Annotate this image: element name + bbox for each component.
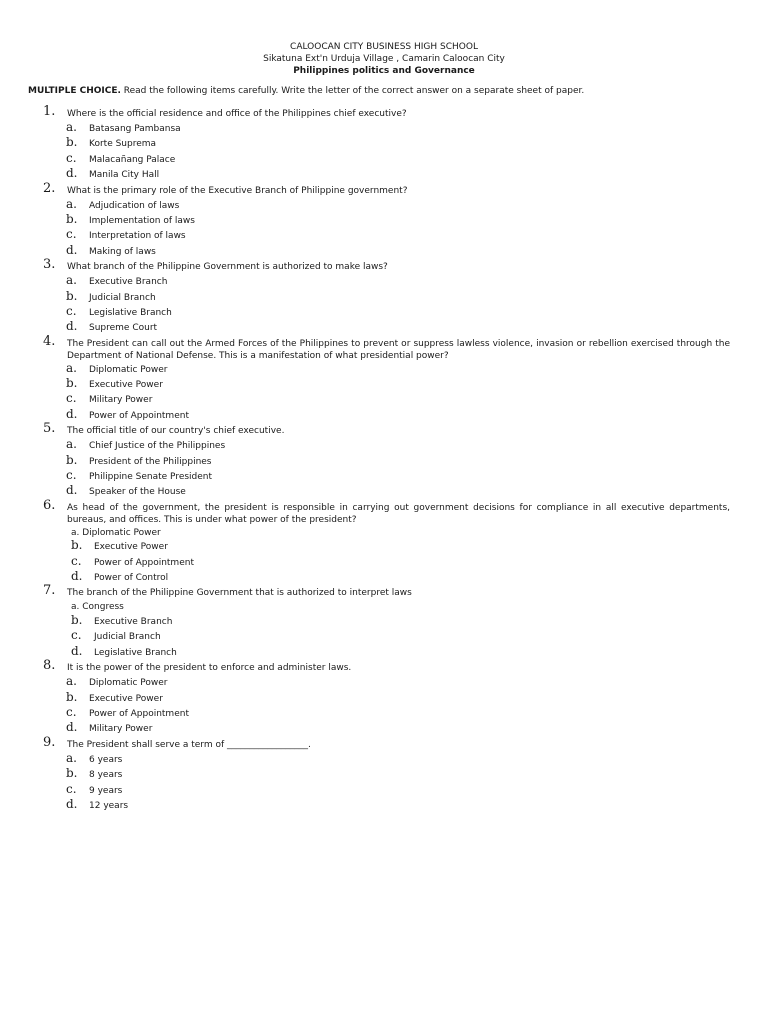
option-text: a. Diplomatic Power (71, 527, 161, 538)
option-text: Diplomatic Power (89, 678, 168, 689)
question-item (0, 333, 768, 424)
instructions-label: MULTIPLE CHOICE. (28, 86, 121, 96)
option-text: Executive Branch (94, 616, 173, 627)
option-text: Chief Justice of the Philippines (89, 441, 226, 452)
option-text: Power of Appointment (94, 557, 194, 568)
question-number: 1. (43, 104, 56, 119)
answer-option (0, 539, 768, 554)
answer-option (0, 645, 768, 660)
option-text: Executive Power (94, 542, 168, 553)
question-row (0, 333, 768, 362)
answer-option (0, 408, 768, 423)
answer-option (0, 438, 768, 453)
question-number: 6. (43, 497, 56, 513)
option-text: Supreme Court (89, 323, 158, 334)
option-letter: c. (66, 391, 77, 406)
option-letter: b. (66, 288, 78, 303)
option-text: 9 years (89, 785, 123, 796)
option-text: Adjudication of laws (89, 200, 180, 211)
question-item (0, 180, 768, 260)
answer-option (0, 555, 768, 570)
option-letter: a. (66, 360, 77, 375)
question-text: The branch of the Philippine Government that is authorized to interpret laws (67, 588, 412, 599)
answer-option (0, 320, 768, 335)
question-text: As head of the government, the president is responsible in carrying out government decisions for compliance in all executive departments, bureaus, and offices. This is under what power of the president? (67, 502, 730, 525)
option-text: Manila City Hall (89, 170, 160, 181)
option-text: Implementation of laws (89, 215, 195, 226)
option-text: 12 years (89, 800, 129, 811)
option-text: 6 years (89, 754, 123, 765)
option-letter: d. (66, 166, 78, 181)
option-text: Legislative Branch (89, 307, 172, 318)
option-letter: d. (71, 569, 83, 584)
document-header (0, 41, 768, 77)
answer-option (0, 629, 768, 644)
answer-option (0, 167, 768, 182)
question-row (0, 585, 768, 600)
option-letter: a. (66, 120, 77, 134)
option-text: Executive Branch (89, 277, 168, 288)
answer-option (0, 274, 768, 289)
option-letter: c. (71, 628, 82, 643)
option-letter: c. (66, 227, 77, 242)
option-text: 8 years (89, 770, 123, 781)
question-number: 9. (43, 734, 56, 750)
answer-option (0, 213, 768, 228)
option-text: Power of Appointment (89, 708, 189, 719)
option-text: Power of Appointment (89, 410, 189, 421)
option-text: Legislative Branch (94, 647, 177, 658)
answer-option (0, 228, 768, 243)
answer-option (0, 614, 768, 629)
option-text: Judicial Branch (89, 292, 156, 303)
question-row (0, 423, 768, 438)
option-letter: a. (66, 750, 77, 765)
question-text: Where is the official residence and office of the Philippines chief executive? (67, 109, 407, 119)
option-text: a. Congress (71, 602, 124, 613)
option-letter: c. (66, 704, 77, 719)
option-letter: d. (66, 483, 78, 498)
option-letter: d. (71, 643, 83, 658)
option-letter: c. (71, 553, 82, 568)
option-text: Power of Control (94, 573, 169, 584)
option-text: Military Power (89, 724, 153, 735)
question-number: 7. (43, 583, 56, 599)
answer-option (0, 526, 768, 540)
option-letter: d. (66, 796, 78, 811)
answer-option (0, 136, 768, 151)
option-letter: a. (66, 196, 77, 211)
option-text: Batasang Pambansa (89, 124, 181, 134)
option-letter: b. (71, 538, 83, 553)
question-text: What branch of the Philippine Government is authorized to make laws? (67, 262, 388, 273)
option-letter: d. (66, 242, 78, 257)
option-text: Interpretation of laws (89, 231, 186, 242)
option-letter: c. (66, 150, 77, 165)
answer-option (0, 469, 768, 484)
question-number: 5. (43, 421, 56, 437)
instructions (28, 85, 748, 97)
answer-option (0, 290, 768, 305)
instructions-text: Read the following items carefully. Write the letter of the correct answer on a separate sheet of paper. (120, 86, 585, 96)
question-list (0, 106, 768, 813)
question-number: 8. (43, 658, 56, 674)
answer-option (0, 783, 768, 798)
answer-option (0, 675, 768, 690)
question-row (0, 180, 768, 198)
answer-option (0, 706, 768, 721)
option-letter: b. (66, 766, 78, 781)
answer-option (0, 152, 768, 167)
option-text: Philippine Senate President (89, 472, 213, 483)
option-letter: b. (66, 689, 78, 704)
question-number: 4. (43, 333, 56, 349)
question-item (0, 585, 768, 660)
question-text: The President can call out the Armed Forces of the Philippines to prevent or suppress lawless violence, invasion or rebellion exercised through the Department of National Defense. This is a manifestation of what presidential power? (67, 338, 730, 361)
option-letter: d. (66, 720, 78, 735)
question-item (0, 106, 768, 183)
answer-option (0, 454, 768, 469)
question-row (0, 106, 768, 121)
answer-option (0, 121, 768, 136)
question-text: It is the power of the president to enforce and administer laws. (67, 663, 352, 674)
option-letter: a. (66, 674, 77, 689)
option-letter: b. (66, 452, 78, 467)
option-letter: c. (66, 781, 77, 796)
option-letter: b. (66, 135, 78, 150)
answer-option (0, 721, 768, 736)
answer-option (0, 767, 768, 782)
answer-option (0, 305, 768, 320)
option-letter: a. (66, 273, 77, 288)
option-letter: b. (66, 376, 78, 391)
question-text: What is the primary role of the Executive Branch of Philippine government? (67, 185, 408, 196)
option-text: Korte Suprema (89, 139, 157, 150)
question-text: The President shall serve a term of __________________. (67, 739, 311, 750)
answer-option (0, 362, 768, 377)
option-text: Judicial Branch (94, 632, 161, 643)
question-row (0, 497, 768, 526)
answer-option (0, 600, 768, 614)
answer-option (0, 798, 768, 813)
answer-option (0, 198, 768, 213)
question-item (0, 259, 768, 336)
option-letter: c. (66, 303, 77, 318)
option-text: Malacañang Palace (89, 154, 176, 165)
answer-option (0, 244, 768, 259)
question-row (0, 259, 768, 274)
question-item (0, 734, 768, 814)
question-number: 3. (43, 257, 56, 273)
question-row (0, 734, 768, 752)
answer-option (0, 377, 768, 392)
answer-option (0, 691, 768, 706)
option-letter: c. (66, 468, 77, 483)
option-letter: b. (71, 612, 83, 627)
answer-option (0, 752, 768, 767)
option-text: Making of laws (89, 246, 156, 257)
answer-option (0, 484, 768, 499)
option-letter: d. (66, 406, 78, 421)
question-text: The official title of our country's chief executive. (67, 426, 285, 437)
school-name: CALOOCAN CITY BUSINESS HIGH SCHOOL (290, 42, 478, 52)
option-text: Military Power (89, 395, 153, 406)
option-letter: a. (66, 437, 77, 452)
option-letter: b. (66, 211, 78, 226)
option-text: Executive Power (89, 380, 163, 391)
answer-option (0, 392, 768, 407)
document-title: Philippines politics and Governance (293, 66, 475, 76)
option-text: Speaker of the House (89, 487, 186, 498)
option-text: Executive Power (89, 693, 163, 704)
question-item (0, 497, 768, 586)
school-address: Sikatuna Ext'n Urduja Village , Camarin Caloocan City (263, 54, 505, 64)
question-item (0, 423, 768, 500)
option-text: President of the Philippines (89, 456, 212, 467)
question-item (0, 660, 768, 737)
question-number: 2. (43, 180, 56, 196)
option-letter: d. (66, 319, 78, 334)
option-text: Diplomatic Power (89, 364, 168, 375)
answer-option (0, 570, 768, 585)
question-row (0, 660, 768, 675)
